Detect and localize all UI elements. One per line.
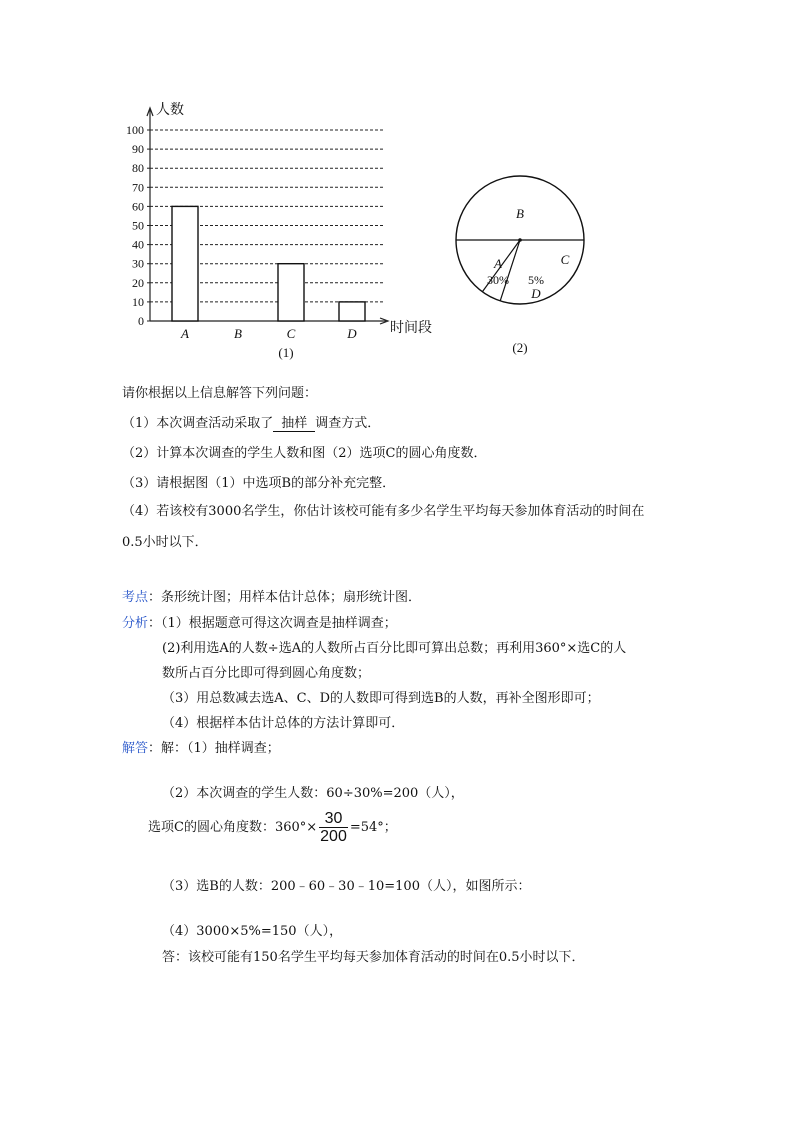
kaodian-line — [122, 586, 421, 605]
pie-label-B: B — [516, 206, 524, 221]
q1-prefix: （1）本次调查活动采取了 — [122, 416, 274, 431]
y-tick-label: 70 — [132, 180, 144, 195]
y-tick-label: 40 — [132, 237, 144, 252]
fenxi-label: 分析 — [122, 616, 149, 631]
fraction-denominator: 200 — [320, 828, 347, 845]
bar-A — [172, 206, 198, 321]
bar-C — [278, 264, 304, 321]
pie-label-D: D — [531, 286, 541, 301]
x-tick-label: C — [286, 326, 296, 341]
question-intro: 请你根据以上信息解答下列问题： — [122, 386, 318, 401]
q1-suffix: 调查方式． — [315, 416, 381, 431]
x-tick-label: A — [181, 326, 189, 341]
answer-3: （3）选B的人数：200﹣60﹣30﹣10=100（人），如图所示： — [162, 879, 531, 894]
answer-label: 解答 — [122, 741, 149, 756]
question-1 — [122, 412, 380, 432]
answer-2-line2 — [148, 810, 397, 845]
y-tick-label: 10 — [132, 294, 144, 309]
y-axis-label: 人数 — [156, 103, 184, 118]
x-tick-labels — [180, 326, 357, 341]
x-tick-label: D — [347, 326, 357, 341]
bar-chart — [118, 96, 448, 366]
question-4-line2: 0.5小时以下． — [122, 535, 208, 550]
question-4-line1: （4）若该校有3000名学生，你估计该校可能有多少名学生平均每天参加体育活动的时间在 — [122, 504, 645, 519]
answer-line-1 — [122, 737, 280, 756]
answer-2-suffix: =54°； — [349, 820, 397, 835]
y-tick-label: 90 — [132, 142, 144, 157]
fraction-numerator: 30 — [319, 810, 348, 828]
pie-label-C: C — [560, 252, 570, 267]
fenxi-3: （3）用总数减去选A、C、D的人数即可得到选B的人数，再补全图形即可； — [162, 691, 600, 706]
answer-4-line2: 答：该校可能有150名学生平均每天参加体育活动的时间在0.5小时以下． — [162, 950, 585, 965]
pie-percent-A: 30% — [487, 273, 509, 287]
answer-2-prefix: 选项C的圆心角度数：360°× — [148, 820, 318, 835]
fenxi-2a: (2)利用选A的人数÷选A的人数所占百分比即可算出总数；再利用360°×选C的人 — [162, 641, 627, 656]
pie-chart — [448, 172, 598, 362]
pie-center — [518, 238, 522, 242]
y-tick-label: 80 — [132, 161, 144, 176]
fenxi-line-1 — [122, 612, 397, 631]
q1-answer-blank: 抽样 — [273, 416, 315, 432]
answer-4-line1: （4）3000×5%=150（人）， — [162, 924, 343, 939]
fenxi-1: ：（1）根据题意可得这次调查是抽样调查； — [148, 616, 397, 631]
chart-title: (2) — [512, 340, 528, 355]
fenxi-2b: 数所占百分比即可得到圆心角度数； — [162, 666, 371, 681]
y-tick-label: 20 — [132, 275, 144, 290]
question-2: （2）计算本次调查的学生人数和图（2）选项C的圆心角度数． — [122, 446, 487, 461]
kaodian-label: 考点 — [122, 590, 149, 605]
x-axis-label: 时间段 — [390, 321, 432, 336]
answer-1: ：解：（1）抽样调查； — [148, 741, 280, 756]
y-tick-label: 0 — [138, 314, 144, 328]
y-tick-label: 50 — [132, 218, 144, 233]
y-tick-label: 30 — [132, 256, 144, 271]
pie-slices — [456, 176, 584, 304]
y-tick-label: 100 — [126, 123, 144, 137]
chart-title: (1) — [278, 345, 294, 360]
pie-label-A: A — [494, 256, 502, 271]
fenxi-4: （4）根据样本估计总体的方法计算即可． — [162, 716, 405, 731]
bar-D — [339, 302, 365, 321]
x-tick-label: B — [234, 326, 242, 341]
y-tick-labels — [126, 123, 144, 328]
question-3: （3）请根据图（1）中选项B的部分补充完整． — [122, 476, 396, 491]
y-tick-label: 60 — [132, 199, 144, 214]
fraction — [319, 810, 348, 845]
kaodian-text: ：条形统计图；用样本估计总体；扇形统计图． — [148, 590, 422, 605]
pie-percent-D: 5% — [528, 273, 544, 287]
answer-2-line1: （2）本次调查的学生人数：60÷30%=200（人）， — [162, 786, 464, 801]
